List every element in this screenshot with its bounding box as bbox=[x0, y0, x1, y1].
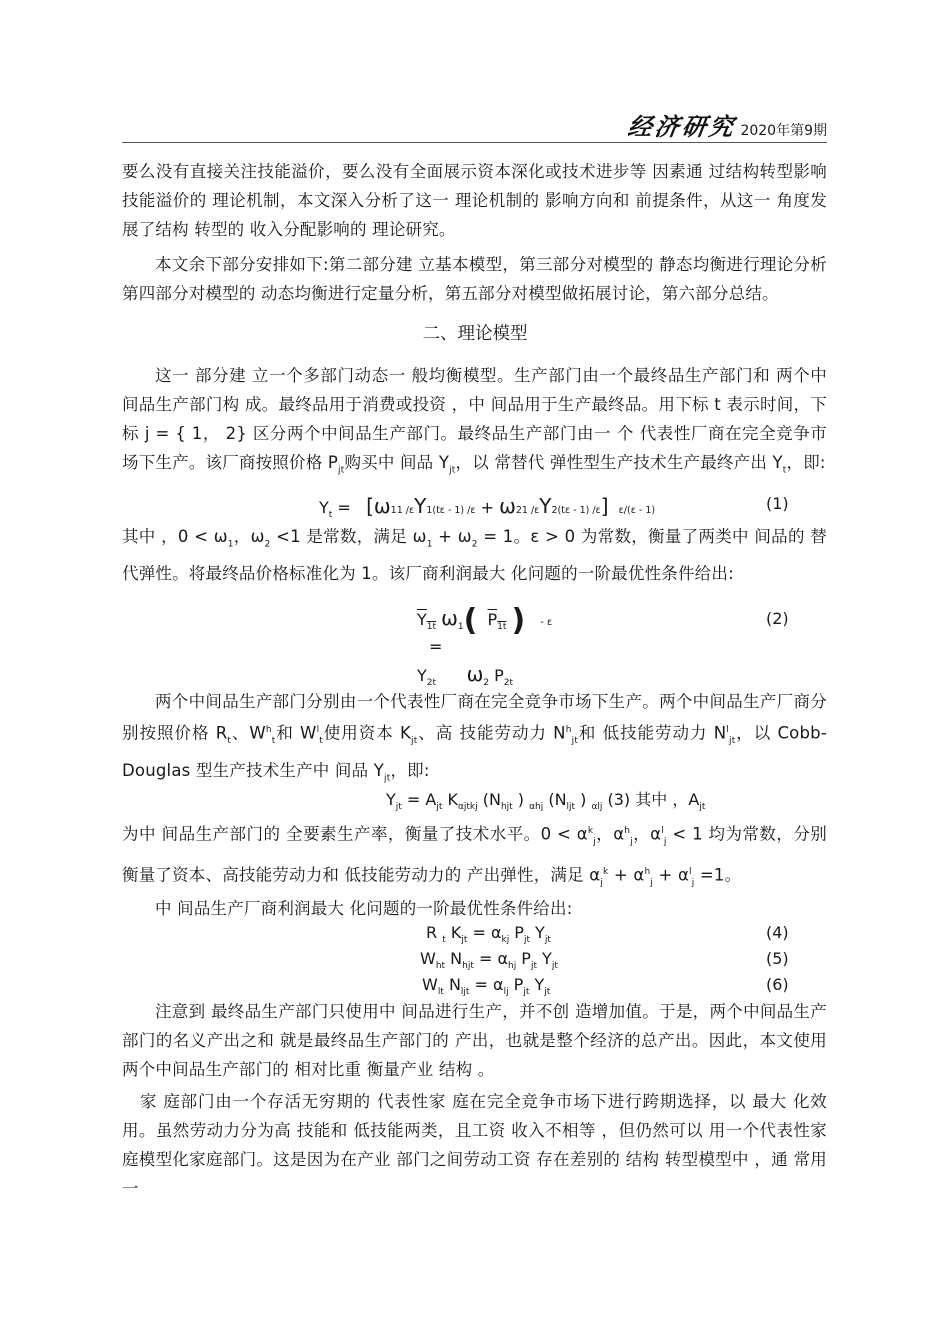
text-fragment: K bbox=[442, 790, 458, 809]
text-fragment: t bbox=[227, 735, 232, 746]
text-fragment: hjt bbox=[500, 802, 513, 813]
text-fragment: ω bbox=[441, 606, 458, 630]
text-fragment: l bbox=[726, 725, 730, 735]
text-fragment: (N bbox=[477, 790, 501, 809]
text-fragment: W bbox=[422, 975, 438, 994]
text-fragment: Y bbox=[414, 494, 427, 518]
text-fragment: = bbox=[332, 498, 361, 517]
text-fragment: 、W bbox=[231, 723, 266, 743]
text-fragment: 和 低技能劳动力 N bbox=[578, 723, 727, 743]
text-fragment: 1t bbox=[497, 622, 507, 633]
text-fragment: t bbox=[442, 935, 446, 946]
text-fragment: t bbox=[271, 735, 276, 746]
text-fragment: ω bbox=[373, 494, 391, 518]
text-fragment: αlj bbox=[591, 802, 603, 813]
text-fragment: j bbox=[691, 877, 695, 888]
text-fragment: kj bbox=[501, 935, 510, 946]
equation-4-number: (4) bbox=[766, 923, 789, 942]
text-fragment: 1 /ε bbox=[396, 505, 415, 516]
text-fragment: ，以 常替代 弹性型生产技术生产最终产出 Y bbox=[455, 453, 783, 472]
text-fragment: N bbox=[443, 975, 461, 994]
text-fragment: Y bbox=[386, 790, 396, 809]
equation-6 bbox=[422, 975, 550, 997]
text-fragment: $\overline{Y}$ bbox=[417, 610, 427, 629]
text-fragment: lj bbox=[503, 987, 509, 998]
text-fragment: 其中 ，0 < ω bbox=[122, 527, 228, 546]
text-fragment: (3) bbox=[602, 790, 631, 809]
text-fragment: ) bbox=[511, 603, 526, 638]
text-fragment: jt bbox=[384, 773, 391, 784]
text-fragment: 使用资本 K bbox=[323, 723, 412, 743]
paragraph-4 bbox=[122, 522, 827, 588]
text-fragment: lt bbox=[437, 987, 444, 998]
text-fragment: αjtkj bbox=[457, 802, 478, 813]
section-title: 二、理论模型 bbox=[422, 324, 528, 344]
text-fragment: jt bbox=[699, 802, 706, 813]
text-fragment: K bbox=[445, 923, 462, 942]
text-fragment: 为中 间品生产部门的 全要素生产率，衡量了技术水平。0 < α bbox=[122, 824, 588, 844]
text-fragment: 2 bbox=[515, 505, 522, 516]
issue-label: 2020年第9期 bbox=[740, 123, 827, 139]
text-fragment: 2t bbox=[426, 678, 437, 689]
text-fragment: 1(tε - 1) /ε bbox=[426, 505, 476, 516]
equation-5 bbox=[420, 949, 558, 971]
text-fragment: ) bbox=[575, 790, 592, 809]
text-fragment: αhj bbox=[529, 802, 544, 813]
text-fragment: t bbox=[782, 465, 787, 476]
text-fragment: h bbox=[565, 725, 572, 735]
paragraph-3 bbox=[122, 361, 827, 485]
equation-3 bbox=[386, 787, 705, 812]
text-fragment: 和 W bbox=[275, 723, 317, 743]
text-fragment: jt bbox=[571, 735, 579, 746]
text-fragment: l bbox=[689, 866, 692, 877]
text-fragment: ，α bbox=[595, 824, 625, 844]
text-fragment: k bbox=[587, 826, 594, 836]
text-fragment: = A bbox=[401, 790, 437, 809]
paragraph-9: 家 庭部门由一个存活无穷期的 代表性家 庭在完全竞争市场下进行跨期选择，以 最大 化效用。虽然劳动力分为高 技能和 低技能两类，且工资 收入不相等 ，但仍然可以 用一个代表性家 庭模型化家庭部门。这是因为在产业 部门之间劳动工资 存在差别的 结构 转型模型中 ，通 常用一 bbox=[122, 1092, 827, 1198]
text-fragment: h bbox=[644, 866, 651, 877]
text-fragment: Y bbox=[529, 975, 545, 994]
text-fragment: 、高 技能劳动力 N bbox=[417, 723, 566, 743]
text-fragment: 2 bbox=[264, 539, 271, 550]
text-fragment: ljt bbox=[460, 987, 470, 998]
text-fragment: jt bbox=[551, 961, 558, 972]
paragraph-8: 注意到 最终品生产部门只使用中 间品进行生产，并不创 造增加值。于是，两个中间品生产部门的名义产出之和 就是最终品生产部门的 产出，也就是整个经济的总产出。因此，本文使用两个中间品生产部门的 相对比重 衡量产业 结构 。 bbox=[122, 1002, 827, 1079]
text-fragment: W bbox=[420, 949, 436, 968]
text-fragment: jt bbox=[461, 935, 468, 946]
text-fragment: P bbox=[494, 666, 504, 685]
text-fragment: + bbox=[475, 498, 500, 517]
text-fragment: = α bbox=[469, 975, 504, 994]
text-fragment: jt bbox=[530, 961, 537, 972]
text-fragment: <1 是常数，满足 ω bbox=[270, 527, 427, 546]
text-fragment: 1 bbox=[426, 539, 433, 550]
text-fragment: ，即: bbox=[390, 760, 430, 780]
text-fragment: + α bbox=[653, 865, 690, 885]
text-fragment: 1 bbox=[457, 622, 464, 633]
text-fragment: k bbox=[603, 866, 609, 877]
running-header bbox=[122, 112, 827, 143]
text-fragment: 1 bbox=[390, 505, 397, 516]
text-fragment: 这一 部分建 立一个多部门动态一 般均衡模型。生产部门由一个最终品生产部门和 两个中间品生产部门构 成。最终品用于消费或投资 ，中 间品用于生产最终品。用下标 t 表示时间，下标 j = { 1， 2} 区分两个中间品生产部门。最终品生产部门由一 个 代表性厂商在完全竞争市场下生产。该厂商按照价格 P bbox=[122, 366, 827, 472]
text-fragment: Y bbox=[539, 494, 552, 518]
text-fragment: jt bbox=[523, 935, 530, 946]
equation-2-number: (2) bbox=[766, 609, 789, 628]
text-fragment: jt bbox=[729, 735, 736, 746]
text-fragment: jt bbox=[544, 935, 551, 946]
text-fragment: (N bbox=[543, 790, 567, 809]
text-fragment: = α bbox=[467, 923, 502, 942]
text-fragment: Y bbox=[536, 949, 552, 968]
paragraph-7: 中 间品生产厂商利润最大 化问题的一阶最优性条件给出: bbox=[155, 899, 573, 918]
text-fragment: j bbox=[650, 877, 654, 888]
equation-5-number: (5) bbox=[766, 949, 789, 968]
text-fragment: ，α bbox=[632, 824, 662, 844]
text-fragment: ，以 Cobb-Douglas 型生产技术生产中 间品 Y bbox=[122, 723, 827, 780]
text-fragment: 2 bbox=[471, 539, 478, 550]
text-fragment: = 1。ε > 0 为常数，衡量了两类中 间品的 替代弹性。将最终品价格标准化为 1。该厂商利润最大 化问题的一阶最优性条件给出: bbox=[122, 527, 827, 584]
text-fragment: 2t bbox=[503, 678, 514, 689]
journal-masthead bbox=[628, 114, 827, 140]
text-fragment: 1t bbox=[426, 622, 437, 633]
text-fragment: ，ω bbox=[233, 527, 265, 546]
text-fragment: ] bbox=[600, 494, 609, 518]
text-fragment: j bbox=[663, 836, 667, 847]
text-fragment: 2 bbox=[483, 678, 490, 689]
text-fragment: Y bbox=[319, 498, 329, 517]
text-fragment: jt bbox=[338, 465, 345, 476]
paragraph-5 bbox=[122, 687, 827, 793]
text-fragment: ht bbox=[435, 961, 446, 972]
text-fragment: 购买中 间品 Y bbox=[344, 453, 450, 472]
text-fragment: ) bbox=[512, 790, 530, 809]
text-fragment: [ bbox=[366, 494, 374, 518]
text-fragment: P bbox=[516, 949, 531, 968]
text-fragment: ε/(ε - 1) bbox=[618, 505, 656, 516]
equation-6-number: (6) bbox=[766, 975, 789, 994]
text-fragment: jt bbox=[523, 987, 530, 998]
text-fragment: P bbox=[508, 975, 524, 994]
text-fragment: j bbox=[630, 836, 633, 847]
text-fragment: =1。 bbox=[694, 865, 742, 885]
text-fragment: l bbox=[316, 725, 320, 735]
text-fragment: 1 /ε bbox=[521, 505, 540, 516]
text-fragment: t bbox=[319, 735, 324, 746]
text-fragment: jt bbox=[544, 987, 551, 998]
text-fragment: 2(tε - 1) /ε bbox=[551, 505, 601, 516]
text-fragment: R bbox=[426, 923, 438, 942]
text-fragment: Y bbox=[417, 666, 427, 685]
text-fragment: P bbox=[509, 923, 524, 942]
text-fragment: h bbox=[624, 826, 631, 836]
text-fragment: jt bbox=[436, 802, 443, 813]
text-fragment: + ω bbox=[432, 527, 472, 546]
text-fragment: jt bbox=[411, 735, 418, 746]
paragraph-6-body bbox=[122, 816, 827, 898]
text-fragment: t bbox=[328, 510, 333, 521]
equation-4 bbox=[426, 923, 551, 945]
text-fragment: ω bbox=[499, 494, 516, 518]
text-fragment: h bbox=[265, 725, 272, 735]
text-fragment: jt bbox=[395, 802, 402, 813]
text-fragment: - ε bbox=[540, 617, 553, 628]
text-fragment: < 1 均为常数，分别衡量了资本、高技能劳动力和 低技能劳动力的 产出弹性，满足 α bbox=[122, 824, 827, 885]
text-fragment: ω bbox=[466, 662, 484, 686]
text-fragment: l bbox=[661, 826, 664, 836]
text-fragment: = α bbox=[473, 949, 508, 968]
text-fragment: 其中 ，A bbox=[635, 790, 700, 809]
text-fragment: ，即: bbox=[786, 453, 826, 472]
text-fragment: j bbox=[600, 877, 604, 888]
text-fragment: 1 bbox=[227, 539, 234, 550]
text-fragment: $\overline{P}$ bbox=[487, 610, 498, 629]
text-fragment: 两个中间品生产部门分别由一个代表性厂商在完全竞争市场下生产。两个中间品生产厂商分别按照价格 R bbox=[122, 692, 827, 743]
text-fragment: ljt bbox=[566, 802, 576, 813]
text-fragment: ( bbox=[463, 603, 478, 638]
equation-1 bbox=[319, 494, 655, 520]
text-fragment: hjt bbox=[462, 961, 474, 972]
text-fragment: N bbox=[445, 949, 463, 968]
journal-logo: 经济研究 bbox=[626, 112, 739, 141]
text-fragment: Y bbox=[529, 923, 545, 942]
text-fragment: jt bbox=[449, 465, 456, 476]
text-fragment: j bbox=[593, 836, 596, 847]
text-fragment: hj bbox=[507, 961, 517, 972]
paragraph-2: 本文余下部分安排如下:第二部分建 立基本模型，第三部分对模型的 静态均衡进行理论分析第四部分对模型的 动态均衡进行定量分析，第五部分对模型做拓展讨论，第六部分总结。 bbox=[122, 255, 827, 303]
equation-1-number: (1) bbox=[766, 494, 789, 513]
text-fragment: = bbox=[429, 637, 443, 656]
text-fragment: + α bbox=[608, 865, 645, 885]
paragraph-1: 要么没有直接关注技能溢价，要么没有全面展示资本深化或技术进步等 因素通 过结构转型影响技能溢价的 理论机制，本文深入分析了这一 理论机制的 影响方向和 前提条件，从这一 角度发展了结构 转型的 收入分配影响的 理论研究。 bbox=[122, 162, 827, 239]
